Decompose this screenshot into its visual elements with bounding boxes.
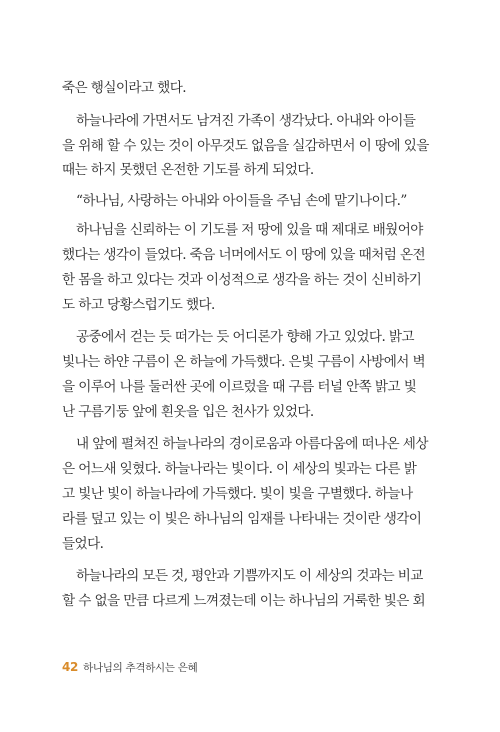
text-line: 때는 하지 못했던 온전한 기도를 하게 되었다.: [62, 162, 314, 178]
text-line: 도 하고 당황스럽기도 했다.: [62, 297, 215, 313]
text-line: “하나님, 사랑하는 아내와 아이들을 주님 손에 맡기나이다.”: [76, 193, 407, 209]
text-line: 하늘나라의 모든 것, 평안과 기쁨까지도 이 세상의 것과는 비교: [76, 568, 423, 584]
text-line: 난 구름기둥 앞에 흰옷을 입은 천사가 있었다.: [62, 404, 314, 420]
text-line: 라를 덮고 있는 이 빛은 하나님의 임재를 나타내는 것이란 생각이: [62, 511, 422, 527]
text-line: 공중에서 걷는 듯 떠가는 듯 어디론가 향해 가고 있었다. 밝고: [76, 329, 414, 345]
text-line: 하늘나라에 가면서도 남겨진 가족이 생각났다. 아내와 아이들: [76, 113, 416, 129]
text-line: 들었다.: [62, 536, 104, 552]
text-line: 죽은 행실이라고 했다.: [62, 80, 186, 96]
page-footer: [62, 660, 197, 675]
text-line: 할 수 없을 만큼 다르게 느껴졌는데 이는 하나님의 거룩한 빛은 회: [62, 593, 426, 609]
text-line: 했다는 생각이 들었다. 죽음 너머에서도 이 땅에 있을 때처럼 온전: [62, 247, 426, 263]
text-line: 고 빛난 빛이 하늘나라에 가득했다. 빛이 빛을 구별했다. 하늘나: [62, 486, 413, 502]
book-title: 하나님의 추격하시는 은혜: [83, 662, 198, 674]
page-number: 42: [62, 660, 79, 674]
text-line: 을 이루어 나를 둘러싼 곳에 이르렀을 때 구름 터널 안쪽 밝고 빛: [62, 379, 417, 395]
text-line: 빛나는 하얀 구름이 온 하늘에 가득했다. 은빛 구름이 사방에서 벽: [62, 354, 426, 370]
text-line: 은 어느새 잊혔다. 하늘나라는 빛이다. 이 세상의 빛과는 다른 밝: [62, 461, 417, 477]
text-line: 내 앞에 펼쳐진 하늘나라의 경이로움과 아름다움에 떠나온 세상: [76, 436, 428, 452]
text-line: 을 위해 할 수 있는 것이 아무것도 없음을 실감하면서 이 땅에 있을: [62, 138, 429, 154]
text-line: 하나님을 신뢰하는 이 기도를 저 땅에 있을 때 제대로 배웠어야: [76, 222, 423, 238]
text-line: 한 몸을 하고 있다는 것과 이성적으로 생각을 하는 것이 신비하기: [62, 272, 422, 288]
